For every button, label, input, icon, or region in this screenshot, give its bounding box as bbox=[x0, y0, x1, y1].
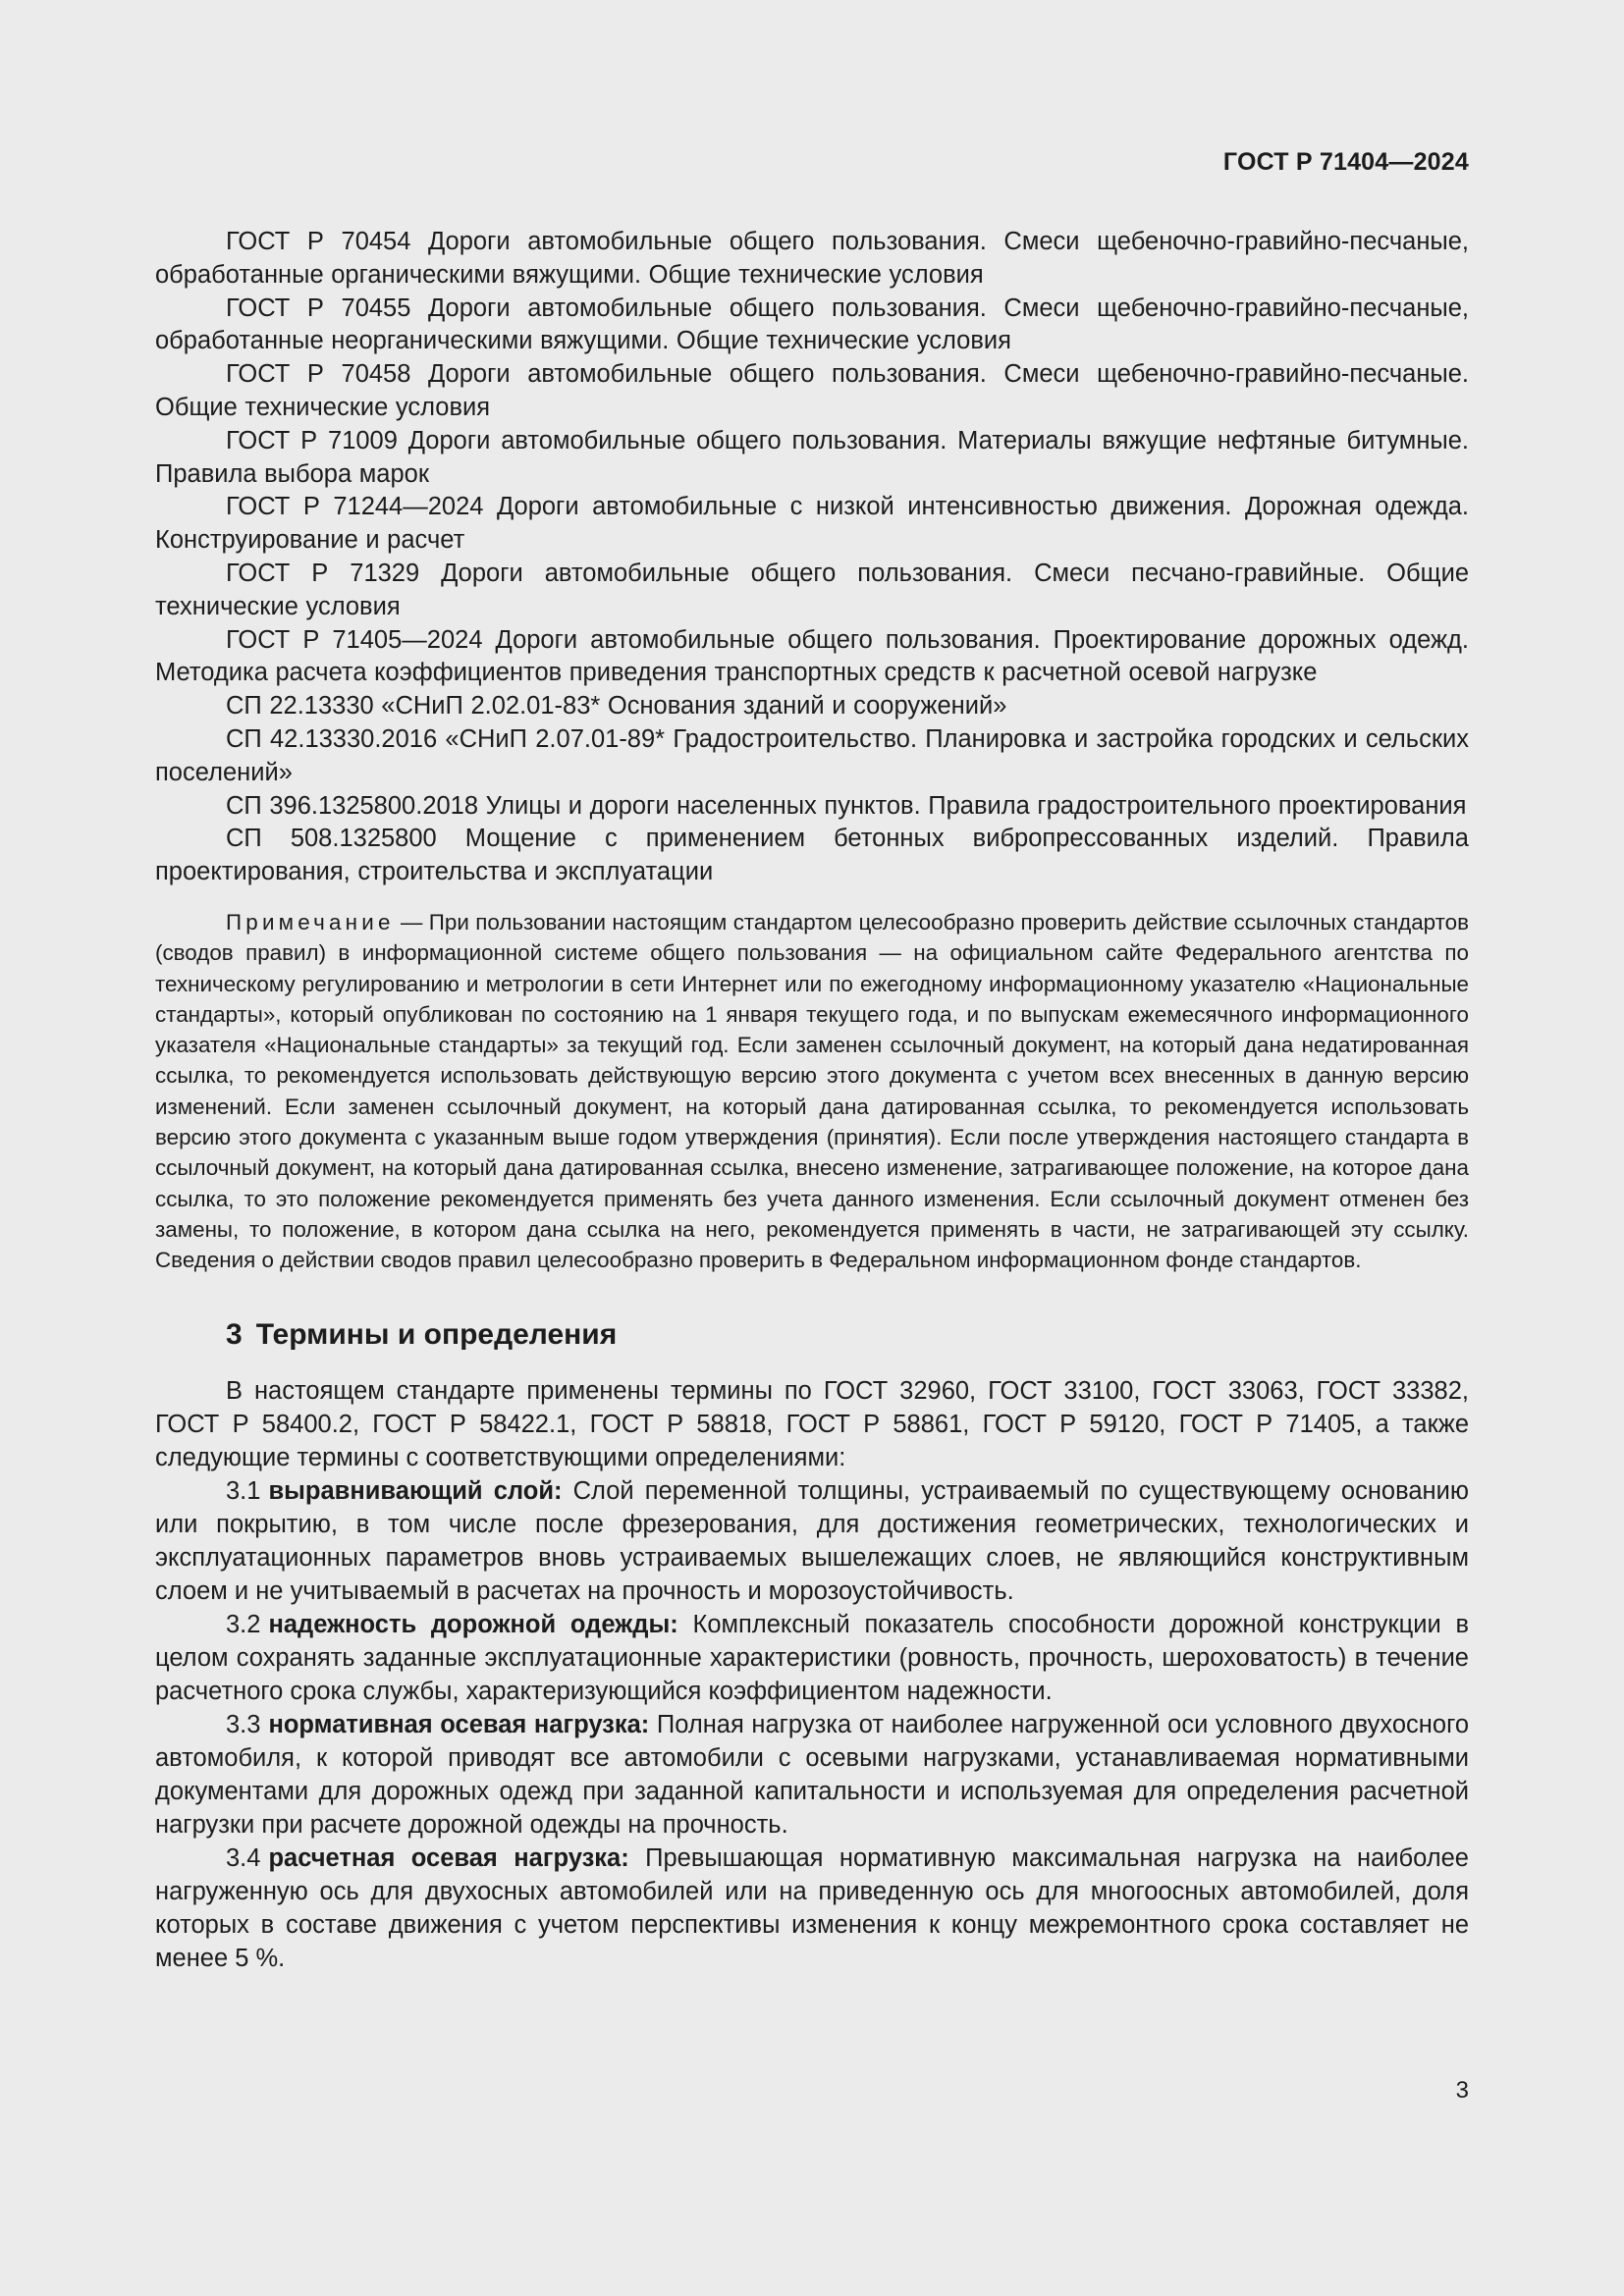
term-text: Комплексный показатель способности дорожной конструкции в целом сохранять заданные эксплуатационные характеристики (ровность, прочность, шероховатость) в течение расчетного срока службы, характеризующийся коэффициентом надежности. bbox=[155, 1610, 1469, 1705]
reference-item: ГОСТ Р 70454 Дороги автомобильные общего пользования. Смеси щебеночно-гравийно-песчаные, обработанные органическими вяжущими. Общие технические условия bbox=[155, 228, 1469, 289]
reference-item: ГОСТ Р 71329 Дороги автомобильные общего пользования. Смеси песчано-гравийные. Общие технические условия bbox=[155, 559, 1469, 620]
note-paragraph bbox=[155, 907, 1469, 1276]
term-text: Полная нагрузка от наиболее нагруженной оси условного двухосного автомобиля, к которой приводят все автомобили с осевыми нагрузками, устанавливаемая нормативными документами для дорожных одежд при заданной капитальности и используемая для определения расчетной нагрузки при расчете дорожной одежды на прочность. bbox=[155, 1710, 1469, 1839]
term-number: 3.2 bbox=[226, 1610, 261, 1638]
note-text: — При пользовании настоящим стандартом целесообразно проверить действие ссылочных стандартов (сводов правил) в информационной системе общего пользования — на официальном сайте Федерального агентства по техническому регулированию и метрологии в сети Интернет или по ежегодному информационному указателю «Национальные стандарты», который опубликован по состоянию на 1 января текущего года, и по выпускам ежемесячного информационного указателя «Национальные стандарты» за текущий год. Если заменен ссылочный документ, на который дана недатированная ссылка, то рекомендуется использовать действующую версию этого документа с учетом всех внесенных в данную версию изменений. Если заменен ссылочный документ, на который дана датированная ссылка, то рекомендуется использовать версию этого документа с указанным выше годом утверждения (принятия). Если после утверждения настоящего стандарта в ссылочный документ, на который дана датированная ссылка, внесено изменение, затрагивающее положение, на которое дана ссылка, то это положение рекомендуется применять без учета данного изменения. Если ссылочный документ отменен без замены, то положение, в котором дана ссылка на него, рекомендуется применять в части, не затрагивающей эту ссылку. Сведения о действии сводов правил целесообразно проверить в Федеральном информационном фонде стандартов. bbox=[155, 909, 1469, 1273]
reference-item: ГОСТ Р 70458 Дороги автомобильные общего пользования. Смеси щебеночно-гравийно-песчаные. Общие технические условия bbox=[155, 360, 1469, 421]
terms-section bbox=[155, 1374, 1469, 1975]
term-name: расчетная осевая нагрузка: bbox=[268, 1843, 629, 1872]
terms-intro: В настоящем стандарте применены термины по ГОСТ 32960, ГОСТ 33100, ГОСТ 33063, ГОСТ 33382, ГОСТ Р 58400.2, ГОСТ Р 58422.1, ГОСТ Р 58818, ГОСТ Р 58861, ГОСТ Р 59120, ГОСТ Р 71405, а также следующие термины с соответствующими определениями: bbox=[155, 1376, 1469, 1471]
term-name: надежность дорожной одежды: bbox=[268, 1610, 678, 1638]
document-id-header: ГОСТ Р 71404—2024 bbox=[1222, 148, 1469, 176]
term-number: 3.1 bbox=[226, 1476, 261, 1505]
section-heading bbox=[226, 1315, 1469, 1355]
term-text: Превышающая нормативную максимальная нагрузка на наиболее нагруженную ось для двухосных автомобилей или на приведенную ось для многоосных автомобилей, доля которых в составе движения с учетом перспективы изменения к концу межремонтного срока составляет не менее 5 %. bbox=[155, 1843, 1469, 1972]
section-number: 3 bbox=[226, 1317, 243, 1351]
reference-item: ГОСТ Р 71405—2024 Дороги автомобильные общего пользования. Проектирование дорожных одежд. Методика расчета коэффициентов приведения транспортных средств к расчетной осевой нагрузке bbox=[155, 625, 1469, 687]
term-name: нормативная осевая нагрузка: bbox=[268, 1710, 650, 1738]
term-text: Слой переменной толщины, устраиваемый по существующему основанию или покрытию, в том числе после фрезерования, для достижения геометрических, технологических и эксплуатационных параметров вновь устраиваемых вышележащих слоев, не являющийся конструктивным слоем и не учитываемый в расчетах на прочность и морозоустойчивость. bbox=[155, 1476, 1469, 1605]
reference-item: СП 22.13330 «СНиП 2.02.01-83* Основания зданий и сооружений» bbox=[226, 692, 1007, 721]
page-content bbox=[155, 226, 1469, 1975]
reference-item: СП 42.13330.2016 «СНиП 2.07.01-89* Градостроительство. Планировка и застройка городских и сельских поселений» bbox=[155, 724, 1469, 786]
reference-item: ГОСТ Р 71009 Дороги автомобильные общего пользования. Материалы вяжущие нефтяные битумные. Правила выбора марок bbox=[155, 426, 1469, 488]
term-number: 3.3 bbox=[226, 1710, 261, 1738]
reference-item: СП 396.1325800.2018 Улицы и дороги населенных пунктов. Правила градостроительного проектирования bbox=[226, 791, 1467, 820]
term-definition bbox=[155, 1608, 1469, 1708]
note-label: Примечание bbox=[226, 909, 395, 934]
normative-references-list bbox=[155, 226, 1469, 889]
term-definition bbox=[155, 1708, 1469, 1842]
reference-item: ГОСТ Р 71244—2024 Дороги автомобильные с низкой интенсивностью движения. Дорожная одежда. Конструирование и расчет bbox=[155, 493, 1469, 555]
reference-item: ГОСТ Р 70455 Дороги автомобильные общего пользования. Смеси щебеночно-гравийно-песчаные, обработанные неорганическими вяжущими. Общие технические условия bbox=[155, 294, 1469, 355]
term-definition bbox=[155, 1842, 1469, 1975]
page-number: 3 bbox=[1455, 2077, 1469, 2104]
reference-item: СП 508.1325800 Мощение с применением бетонных вибропрессованных изделий. Правила проектирования, строительства и эксплуатации bbox=[155, 825, 1469, 886]
term-name: выравнивающий слой: bbox=[268, 1476, 563, 1505]
section-title: Термины и определения bbox=[255, 1317, 618, 1351]
term-number: 3.4 bbox=[226, 1843, 261, 1872]
term-definition bbox=[155, 1474, 1469, 1608]
